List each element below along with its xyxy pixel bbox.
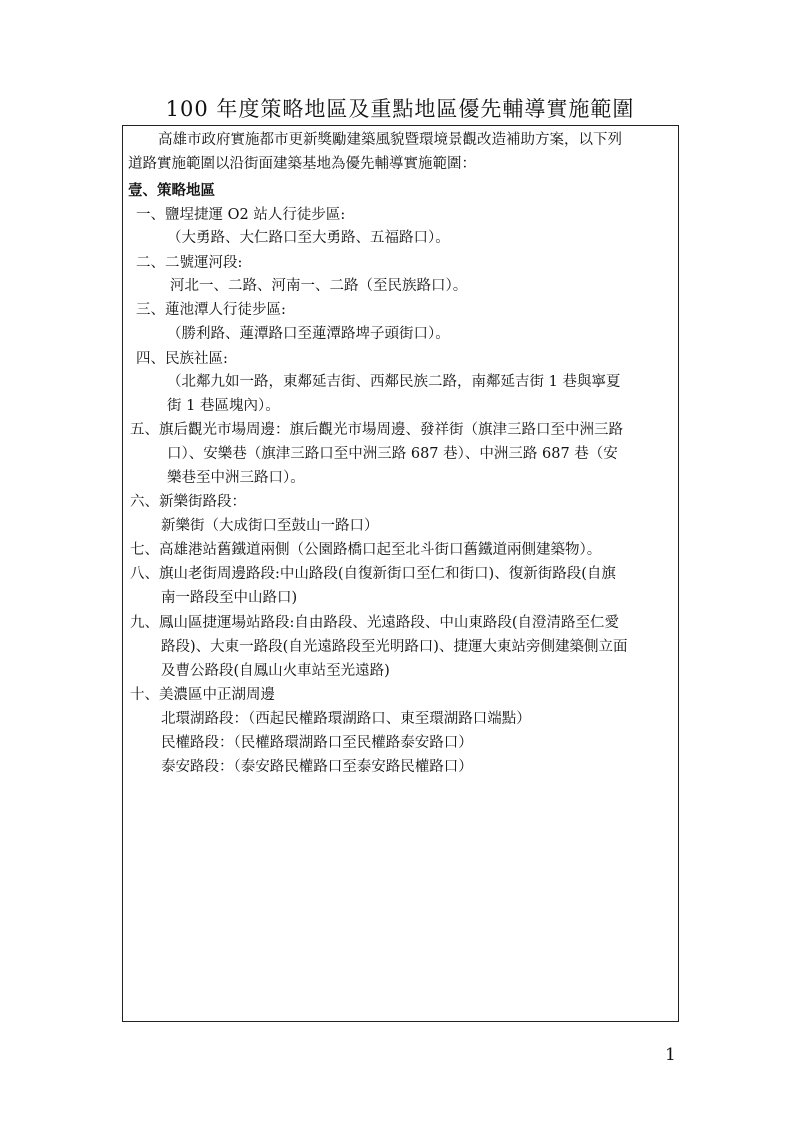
item-3-heading: 三、蓮池潭人行徒步區: bbox=[136, 302, 286, 318]
item-4-heading: 四、民族社區: bbox=[136, 351, 228, 367]
item-3-detail: （勝利路、蓮潭路口至蓮潭路埤子頭街口）。 bbox=[167, 326, 450, 342]
item-2-heading: 二、二號運河段: bbox=[136, 255, 243, 271]
page-number: 1 bbox=[665, 1045, 676, 1065]
item-9-line-1: 九、鳳山區捷運場站路段:自由路段、光遠路段、中山東路段(自澄清路至仁愛 bbox=[130, 615, 620, 631]
item-10-detail-2: 民權路段：（民權路環湖路口至民權路泰安路口） bbox=[161, 735, 473, 751]
item-10-heading: 十、美濃區中正湖周邊 bbox=[130, 687, 275, 703]
item-8-line-2: 南一路段至中山路口) bbox=[161, 590, 298, 606]
item-1-heading: 一、鹽埕捷運 O2 站人行徒步區: bbox=[136, 207, 346, 223]
item-5-line-2: 口）、安樂巷（旗津三路口至中洲三路 687 巷）、中洲三路 687 巷（安 bbox=[167, 446, 618, 462]
section-heading: 壹、策略地區 bbox=[128, 182, 215, 199]
item-1-detail: （大勇路、大仁路口至大勇路、五福路口）。 bbox=[167, 230, 450, 246]
item-9-line-3: 及曹公路段(自鳳山火車站至光遠路) bbox=[161, 663, 390, 679]
document-title: 100 年度策略地區及重點地區優先輔導實施範圍 bbox=[165, 97, 635, 121]
item-7: 七、高雄港站舊鐵道兩側（公園路橋口起至北斗街口舊鐵道兩側建築物）。 bbox=[130, 542, 602, 558]
item-9-line-2: 路段)、大東一路段(自光遠路段至光明路口)、捷運大東站旁側建築側立面 bbox=[161, 639, 628, 655]
item-6-detail: 新樂街（大成街口至鼓山一路口） bbox=[161, 518, 379, 534]
item-6-heading: 六、新樂街路段： bbox=[130, 494, 246, 510]
item-10-detail-3: 泰安路段：（泰安路民權路口至泰安路民權路口） bbox=[161, 759, 473, 775]
intro-line-1: 高雄市政府實施都市更新獎勵建築風貌暨環境景觀改造補助方案，以下列 bbox=[158, 132, 622, 148]
item-5-line-1: 五、旗后觀光市場周邊：旗后觀光市場周邊、發祥街（旗津三路口至中洲三路 bbox=[130, 422, 623, 438]
item-2-detail: 河北一、二路、河南一、二路（至民族路口）。 bbox=[170, 278, 468, 294]
item-5-line-3: 樂巷至中洲三路口）。 bbox=[167, 470, 305, 486]
item-4-detail-line-2: 街 1 巷區塊內）。 bbox=[167, 398, 280, 414]
item-4-detail-line-1: （北鄰九如一路，東鄰延吉街、西鄰民族二路，南鄰延吉街 1 巷與寧夏 bbox=[167, 374, 621, 390]
item-10-detail-1: 北環湖路段：（西起民權路環湖路口、東至環湖路口端點） bbox=[161, 711, 531, 727]
intro-line-2: 道路實施範圍以沿街面建築基地為優先輔導實施範圍： bbox=[128, 156, 476, 172]
item-8-line-1: 八、旗山老街周邊路段:中山路段(自復新街口至仁和街口)、復新街路段(自旗 bbox=[130, 566, 616, 582]
